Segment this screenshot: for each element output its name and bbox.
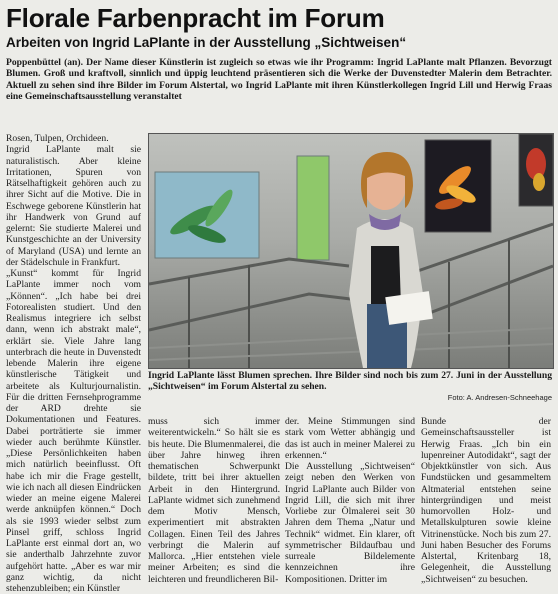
text-column-1 xyxy=(6,133,141,594)
subheadline: Arbeiten von Ingrid LaPlante in der Ausstellung „Sichtweisen“ xyxy=(6,35,407,50)
column-3-text: der. Meine Stimmungen sind stark vom Wetter abhängig und das ist auch in meiner Malerei zu erkennen.“ Die Ausstellung „Sichtweisen“ zeigt neben den Werken von Ingrid LaPlante auch Bilder von Ingrid Lill, die sich mit ihrer Vorliebe zur Ölmalerei seit 30 Jahren dem Thema „Natur und Technik“ widmet. Ein klarer, oft symmetrischer Bildaufbau und surreale Bildelemente kennzeichnen ihre Kompositionen. Dritter im xyxy=(285,416,415,585)
column-2-text: muss sich immer weiterentwickeln.“ So hält sie es bis heute. Die Blumenmalerei, die über Jahre hinweg ihren thematischen Schwerpunkt bildete, tritt bei ihrer aktuellen Arbeit in den Hintergrund. LaPlante widmet sich zunehmend dem Motiv Mensch, experimentiert mit abstrakten Collagen. Einen Teil des Jahres verbringt die Malerin auf Mallorca. „Hier entstehen viele meiner Arbeiten; es sind die leichteren und freundlicheren Bil- xyxy=(148,416,280,585)
photo-illustration xyxy=(149,134,553,368)
caption-text: Ingrid LaPlante lässt Blumen sprechen. Ihre Bilder sind noch bis zum 27. Juni in der Ausstellung „Sichtweisen“ im Forum Alstertal zu sehen. xyxy=(148,370,552,393)
column-1-text: Rosen, Tulpen, Orchideen. Ingrid LaPlante malt sie naturalistisch. Aber kleine Irritationen, Spuren von Rätselhaftigkeit gehören auch zu ihrer Sicht auf die Motive. Die in Eschwege geborene Künstlerin hat ihr Handwerk von Grund auf gelernt: Sie studierte Malerei und Kunstgeschichte an der University of Maryland (USA) und lernte an der Städelschule in Frankfurt. „Kunst“ kommt für Ingrid LaPlante immer noch vom „Können“. „Ich habe bei drei Fotorealisten studiert. Und den Realismus integriere ich selbst dann, wenn ich abstrakt male“, erklärt sie. Viele Jahre lang unterbrach die heute in Duvenstedt lebende Malerin ihre eigene künstlerische Tätigkeit und arbeitete als Kulturjournalistin. Für die dritten Fernsehprogramme der ARD drehte sie Dokumentationen und Features. Dabei porträtierte sie immer wieder auch berühmte Künstler. „Diese Persönlichkeiten haben mich natürlich beeinflusst. Oft habe ich mir die Frage gestellt, wie ich nach all diesen Eindrücken wieder an meine eigene Malerei werde anknüpfen können.“ Doch als sie 1993 wieder selbst zum Pinsel griff, schloss Ingrid LaPlante erst einmal dort an, wo sie anderthalb Jahrzehnte zuvor aufgehört hatte. „Aber es war mir ganz wichtig, da nicht stehenzubleiben; ein Künstler xyxy=(6,133,141,594)
stair-steps xyxy=(149,328,553,360)
lead-text: Poppenbüttel (an). Der Name dieser Künstlerin ist zugleich so etwas wie ihr Programm: Ingrid LaPlante malt Pflanzen. Bevorzugt Blumen. Groß und kraftvoll, sinnlich und üppig leuchtend präsentieren sich die Werke der Duvenstedter Malerin dem Betrachter. Aktuell zu sehen sind ihre Bilder im Forum Alstertal, wo Ingrid LaPlante mit ihren Künstlerkollegen Ingrid Lill und Herwig Fraas eine Gemeinschaftsausstellung veranstaltet xyxy=(6,57,552,102)
text-column-4 xyxy=(421,416,551,585)
painting-green-panel xyxy=(297,156,329,260)
photo-caption xyxy=(148,370,552,393)
article-photo xyxy=(148,133,554,369)
lead-paragraph xyxy=(6,57,552,102)
text-column-3 xyxy=(285,416,415,585)
column-4-text: Bunde der Gemeinschaftsaussteller ist Herwig Fraas. „Ich bin ein lupenreiner Autodidakt“, sagt der Objektkünstler von sich. Aus Fundstücken und gesammeltem Altmaterial entstehen seine hintergründigen und meist humorvollen Holz- und Metallskulpturen sowie kleine Vitrinenstücke. Noch bis zum 27. Juni haben Besucher des Forums Alstertal, Kritenbarg 18, Gelegenheit, die Ausstellung „Sichtweisen“ zu besuchen. xyxy=(421,416,551,585)
artist-figure xyxy=(349,152,433,368)
photo-credit: Foto: A. Andresen-Schneehage xyxy=(447,393,552,402)
text-column-2 xyxy=(148,416,280,585)
headline: Florale Farbenpracht im Forum xyxy=(6,3,385,33)
stair-posts xyxy=(189,240,509,368)
